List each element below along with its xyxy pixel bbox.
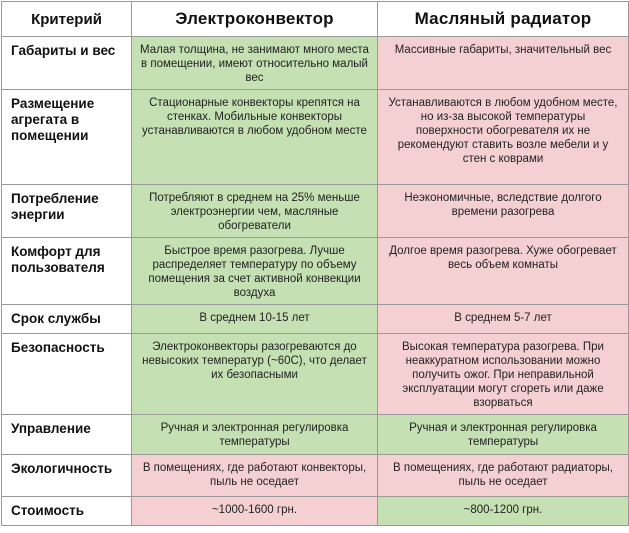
table-row bbox=[2, 497, 629, 526]
radiator-cell: Долгое время разогрева. Хуже обогревает весь объем комнаты bbox=[378, 238, 629, 305]
table-row bbox=[2, 334, 629, 415]
comparison-table bbox=[1, 1, 629, 526]
header-radiator: Масляный радиатор bbox=[378, 2, 629, 37]
radiator-cell: Ручная и электронная регулировка температуры bbox=[378, 415, 629, 455]
criterion-cell: Управление bbox=[2, 415, 132, 455]
criterion-cell: Потребление энергии bbox=[2, 185, 132, 238]
criterion-cell: Экологичность bbox=[2, 455, 132, 497]
radiator-cell: В среднем 5-7 лет bbox=[378, 305, 629, 334]
convector-cell: Стационарные конвекторы крепятся на стенках. Мобильные конвекторы устанавливаются в любом удобном месте bbox=[132, 90, 378, 185]
criterion-cell: Безопасность bbox=[2, 334, 132, 415]
criterion-cell: Срок службы bbox=[2, 305, 132, 334]
criterion-cell: Стоимость bbox=[2, 497, 132, 526]
table-row bbox=[2, 238, 629, 305]
convector-cell: ~1000-1600 грн. bbox=[132, 497, 378, 526]
convector-cell: Потребляют в среднем на 25% меньше электроэнергии чем, масляные обогреватели bbox=[132, 185, 378, 238]
criterion-cell: Комфорт для пользователя bbox=[2, 238, 132, 305]
header-convector: Электроконвектор bbox=[132, 2, 378, 37]
convector-cell: В помещениях, где работают конвекторы, пыль не оседает bbox=[132, 455, 378, 497]
table-row bbox=[2, 305, 629, 334]
convector-cell: Ручная и электронная регулировка температуры bbox=[132, 415, 378, 455]
convector-cell: Быстрое время разогрева. Лучше распределяет температуру по объему помещения за счет активной конвекции воздуха bbox=[132, 238, 378, 305]
criterion-cell: Габариты и вес bbox=[2, 37, 132, 90]
radiator-cell: Высокая температура разогрева. При неаккуратном использовании можно получить ожог. При неправильной эксплуатации могут сгореть или даже взорваться bbox=[378, 334, 629, 415]
table-row bbox=[2, 90, 629, 185]
radiator-cell: Массивные габариты, значительный вес bbox=[378, 37, 629, 90]
radiator-cell: В помещениях, где работают радиаторы, пыль не оседает bbox=[378, 455, 629, 497]
radiator-cell: Устанавливаются в любом удобном месте, но из-за высокой температуры поверхности обогревателя их не рекомендуют ставить возле мебели и у стен с коврами bbox=[378, 90, 629, 185]
convector-cell: В среднем 10-15 лет bbox=[132, 305, 378, 334]
header-criterion: Критерий bbox=[2, 2, 132, 37]
radiator-cell: ~800-1200 грн. bbox=[378, 497, 629, 526]
table-row bbox=[2, 185, 629, 238]
convector-cell: Малая толщина, не занимают много места в помещении, имеют относительно малый вес bbox=[132, 37, 378, 90]
radiator-cell: Неэкономичные, вследствие долгого времени разогрева bbox=[378, 185, 629, 238]
criterion-cell: Размещение агрегата в помещении bbox=[2, 90, 132, 185]
convector-cell: Электроконвекторы разогреваются до невысоких температур (~60С), что делает их безопасными bbox=[132, 334, 378, 415]
table-row bbox=[2, 455, 629, 497]
header-row bbox=[2, 2, 629, 37]
table-row bbox=[2, 415, 629, 455]
table-row bbox=[2, 37, 629, 90]
